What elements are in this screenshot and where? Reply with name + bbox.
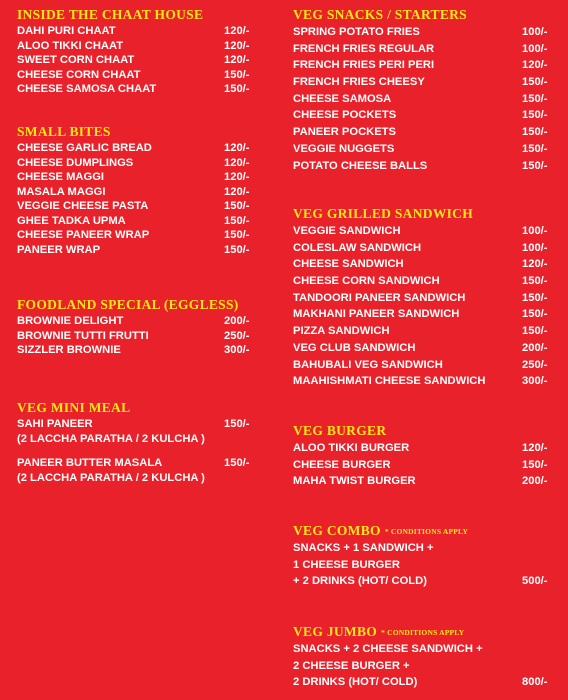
- item-price: 800/-: [522, 676, 548, 689]
- item-price: 150/-: [522, 291, 548, 304]
- item-name: SNACKS + 2 CHEESE SANDWICH +: [293, 643, 483, 655]
- menu-item: [17, 53, 269, 68]
- item-price: 120/-: [224, 39, 250, 52]
- section-small-bites: [17, 123, 269, 257]
- item-price: 150/-: [224, 214, 250, 227]
- menu-item: [293, 473, 555, 490]
- item-price: 150/-: [522, 126, 548, 139]
- item-name: CHEESE SAMOSA: [293, 92, 392, 105]
- item-name: ALOO TIKKI BURGER: [293, 442, 410, 454]
- menu-item: [293, 141, 555, 158]
- menu-item: [293, 674, 555, 691]
- item-price: 250/-: [522, 358, 548, 371]
- menu-item: [17, 170, 269, 185]
- conditions-note: * CONDITIONS APPLY: [381, 627, 465, 637]
- item-name: BAHUBALI VEG SANDWICH: [293, 358, 443, 371]
- section-title-row: [293, 623, 555, 641]
- item-name: MASALA MAGGI: [17, 185, 106, 198]
- item-name: 2 DRINKS (HOT/ COLD): [293, 676, 418, 689]
- item-price: 120/-: [522, 59, 548, 72]
- menu-item: [293, 57, 555, 74]
- section-title: VEG BURGER: [293, 423, 387, 438]
- item-price: 500/-: [522, 575, 548, 588]
- section-veg-burger: [293, 422, 555, 490]
- menu-item-detail: [293, 658, 555, 675]
- menu-item-detail: [293, 641, 555, 658]
- conditions-note: * CONDITIONS APPLY: [384, 526, 469, 536]
- item-name: + 2 DRINKS (HOT/ COLD): [293, 575, 427, 588]
- item-price: 300/-: [224, 344, 250, 356]
- section-veg-jumbo: [293, 623, 555, 691]
- item-name: 1 CHEESE BURGER: [293, 558, 400, 571]
- section-title: VEG SNACKS / STARTERS: [293, 7, 467, 22]
- menu-item: [293, 107, 555, 124]
- item-price: 120/-: [224, 156, 250, 169]
- menu-item: [293, 91, 555, 108]
- item-name: FRENCH FRIES REGULAR: [293, 42, 435, 55]
- item-name: SWEET CORN CHAAT: [17, 54, 135, 66]
- item-price: 100/-: [522, 225, 548, 237]
- item-price: 200/-: [522, 475, 548, 488]
- item-name: CHEESE MAGGI: [17, 171, 105, 183]
- menu-item: [17, 82, 269, 97]
- item-name: BROWNIE DELIGHT: [17, 315, 124, 327]
- item-name: CHEESE SAMOSA CHAAT: [17, 83, 157, 95]
- item-price: 150/-: [224, 229, 250, 241]
- menu-item: [293, 124, 555, 141]
- item-name: CHEESE POCKETS: [293, 109, 397, 122]
- item-name: CHEESE CORN CHAAT: [17, 68, 141, 81]
- item-price: 120/-: [224, 54, 250, 66]
- item-name: SIZZLER BROWNIE: [17, 344, 121, 356]
- item-price: 250/-: [224, 329, 250, 342]
- item-name: SPRING POTATO FRIES: [293, 26, 420, 38]
- menu-item: [17, 24, 269, 39]
- section-title: VEG MINI MEAL: [17, 400, 131, 415]
- section-veg-snacks-starters: [293, 6, 555, 174]
- item-name: FRENCH FRIES CHEESY: [293, 76, 425, 89]
- item-name: ALOO TIKKI CHAAT: [17, 39, 124, 52]
- item-name: CHEESE BURGER: [293, 458, 391, 471]
- item-price: 150/-: [522, 92, 548, 105]
- menu-item: [293, 273, 555, 290]
- menu-item: [293, 158, 555, 175]
- item-name: PANEER POCKETS: [293, 126, 396, 139]
- item-price: 120/-: [224, 171, 250, 183]
- section-veg-combo: [293, 522, 555, 590]
- menu-item-detail: [17, 432, 269, 447]
- menu-item: [17, 417, 269, 432]
- item-price: 120/-: [224, 142, 250, 154]
- item-name: VEGGIE CHEESE PASTA: [17, 200, 149, 212]
- item-name: (2 LACCHA PARATHA / 2 KULCHA ): [17, 471, 205, 484]
- section-title: INSIDE THE CHAAT HOUSE: [17, 7, 204, 22]
- menu-item: [293, 323, 555, 340]
- item-price: 100/-: [522, 241, 548, 254]
- menu-item: [293, 24, 555, 41]
- menu-item: [293, 457, 555, 474]
- menu-item: [17, 199, 269, 214]
- menu-item-detail: [293, 557, 555, 574]
- item-price: 150/-: [522, 76, 548, 89]
- menu-item: [293, 74, 555, 91]
- item-name: PIZZA SANDWICH: [293, 325, 390, 338]
- menu-item: [17, 343, 269, 358]
- menu-item: [293, 240, 555, 257]
- menu-item: [17, 141, 269, 156]
- item-name: CHEESE PANEER WRAP: [17, 229, 150, 241]
- item-price: 120/-: [522, 442, 548, 454]
- item-price: 150/-: [224, 418, 250, 430]
- item-name: DAHI PURI CHAAT: [17, 25, 116, 37]
- item-name: VEGGIE SANDWICH: [293, 225, 401, 237]
- item-name: GHEE TADKA UPMA: [17, 214, 126, 227]
- item-price: 200/-: [522, 341, 548, 354]
- section-inside-the-chaat-house: [17, 6, 269, 97]
- item-name: BROWNIE TUTTI FRUTTI: [17, 329, 149, 342]
- menu-item: [293, 440, 555, 457]
- section-title-row: [293, 522, 555, 540]
- item-name: PANEER BUTTER MASALA: [17, 457, 163, 469]
- item-price: 100/-: [522, 26, 548, 38]
- item-price: 150/-: [224, 68, 250, 81]
- item-name: CHEESE SANDWICH: [293, 258, 404, 271]
- item-price: 150/-: [224, 243, 250, 256]
- item-price: 150/-: [522, 109, 548, 122]
- item-name: COLESLAW SANDWICH: [293, 241, 422, 254]
- menu-item: [293, 357, 555, 374]
- menu-item: [17, 314, 269, 329]
- item-price: 150/-: [522, 275, 548, 288]
- item-name: VEGGIE NUGGETS: [293, 142, 395, 155]
- menu-item: [293, 223, 555, 240]
- item-name: CHEESE GARLIC BREAD: [17, 142, 152, 154]
- menu-item: [293, 41, 555, 58]
- item-price: 150/-: [522, 308, 548, 321]
- menu-item: [17, 68, 269, 83]
- item-name: SNACKS + 1 SANDWICH +: [293, 542, 434, 554]
- item-name: FRENCH FRIES PERI PERI: [293, 59, 435, 72]
- item-name: MAHA TWIST BURGER: [293, 475, 416, 488]
- section-title: VEG GRILLED SANDWICH: [293, 206, 474, 221]
- menu-item: [17, 329, 269, 344]
- menu-item: [17, 228, 269, 243]
- item-price: 150/-: [522, 458, 548, 471]
- menu-item: [293, 306, 555, 323]
- item-price: 100/-: [522, 42, 548, 55]
- menu-item-detail: [293, 540, 555, 557]
- section-veg-mini-meal: [17, 399, 269, 485]
- item-price: 120/-: [522, 258, 548, 271]
- section-veg-grilled-sandwich: [293, 205, 555, 390]
- section-title: FOODLAND SPECIAL (EGGLESS): [17, 297, 239, 312]
- item-name: POTATO CHEESE BALLS: [293, 159, 428, 172]
- section-title: SMALL BITES: [17, 124, 111, 139]
- section-foodland-special: [17, 296, 269, 358]
- item-price: 150/-: [522, 142, 548, 155]
- menu-item-detail: [17, 471, 269, 486]
- menu-item: [17, 39, 269, 54]
- menu-item: [17, 214, 269, 229]
- section-title: VEG COMBO: [293, 523, 381, 538]
- item-price: 200/-: [224, 315, 250, 327]
- item-price: 150/-: [224, 457, 250, 469]
- item-price: 300/-: [522, 375, 548, 388]
- item-name: CHEESE DUMPLINGS: [17, 156, 134, 169]
- menu-item: [17, 185, 269, 200]
- item-name: PANEER WRAP: [17, 243, 101, 256]
- menu-item: [293, 290, 555, 307]
- item-name: CHEESE CORN SANDWICH: [293, 275, 440, 288]
- menu-item: [17, 156, 269, 171]
- menu-item: [17, 456, 269, 471]
- menu-item: [17, 243, 269, 258]
- section-title: VEG JUMBO: [293, 624, 378, 639]
- item-price: 150/-: [224, 200, 250, 212]
- item-price: 150/-: [224, 83, 250, 95]
- menu-item: [293, 373, 555, 390]
- item-price: 120/-: [224, 25, 250, 37]
- menu-item: [293, 256, 555, 273]
- menu-item: [293, 340, 555, 357]
- item-name: VEG CLUB SANDWICH: [293, 341, 416, 354]
- item-price: 150/-: [522, 325, 548, 338]
- item-name: (2 LACCHA PARATHA / 2 KULCHA ): [17, 432, 205, 445]
- item-name: TANDOORI PANEER SANDWICH: [293, 291, 466, 304]
- menu-item: [293, 573, 555, 590]
- item-price: 120/-: [224, 185, 250, 198]
- item-name: SAHI PANEER: [17, 418, 93, 430]
- item-price: 150/-: [522, 159, 548, 172]
- item-name: MAKHANI PANEER SANDWICH: [293, 308, 460, 321]
- item-name: 2 CHEESE BURGER +: [293, 659, 410, 672]
- item-name: MAAHISHMATI CHEESE SANDWICH: [293, 375, 486, 388]
